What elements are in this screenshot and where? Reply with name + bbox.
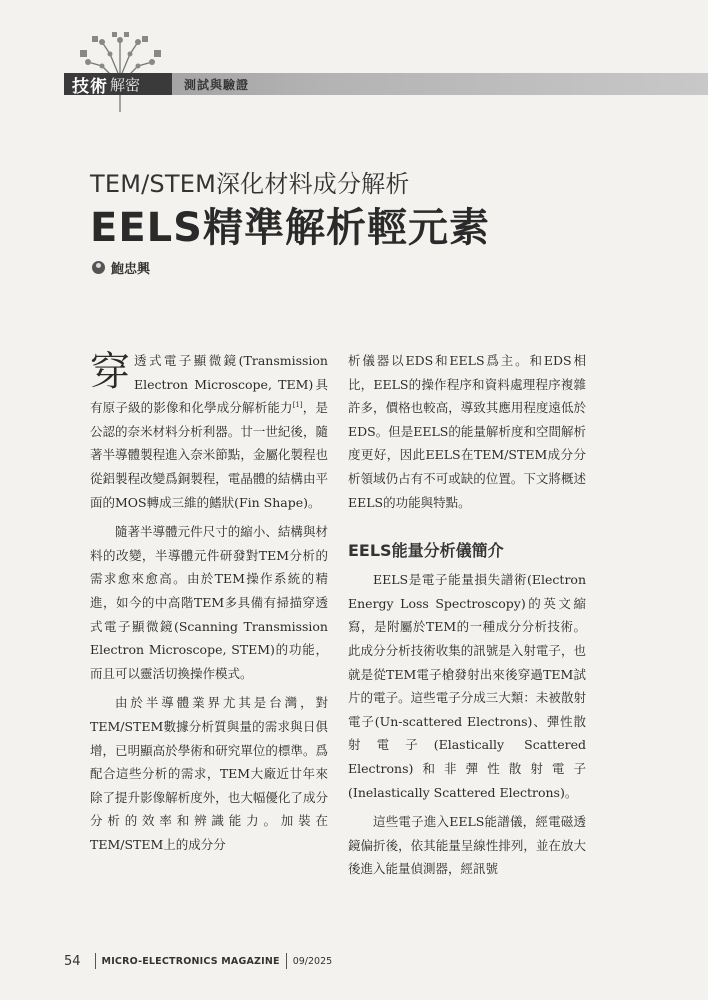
author-line: [92, 258, 150, 277]
left-column: [90, 349, 328, 856]
magazine-name: MICRO-ELECTRONICS MAGAZINE: [101, 955, 280, 967]
section-tag-light: 解密: [110, 75, 141, 94]
paragraph: 這些電子進入EELS能譜儀，經電磁透鏡偏折後，依其能量呈線性排列，並在放大後進入能量偵測器，經訊號: [348, 814, 586, 877]
author-pen-icon: [92, 261, 105, 274]
footer-divider: [95, 953, 96, 969]
right-column: [348, 349, 586, 881]
paragraph: [90, 349, 328, 514]
article-title: EELS精準解析輕元素: [90, 205, 490, 251]
footer-divider: [286, 953, 287, 969]
section-tag: [64, 73, 172, 95]
page-footer: [64, 952, 332, 970]
paragraph: 由於半導體業界尤其是台灣，對TEM/STEM數據分析質與量的需求與日俱增，已明顯高於學術和研究單位的標準。爲配合這些分析的需求，TEM大廠近廿年來除了提升影像解析度外，也大幅優化了成分分析的效率和辨識能力。加裝在TEM/STEM上的成分分: [90, 695, 328, 852]
paragraph: 析儀器以EDS和EELS爲主。和EDS相比，EELS的操作程序和資料處理程序複雜許多，價格也較高，導致其應用程度遠低於EDS。但是EELS的能量解析度和空間解析度更好，因此EELS在TEM/STEM成分分析領域仍占有不可或缺的位置。下文將概述EELS的功能與特點。: [348, 353, 586, 510]
section-category: 測試與驗證: [184, 78, 250, 92]
section-tag-strong: 技術: [72, 76, 108, 97]
paragraph-text: ，是公認的奈米材料分析利器。廿一世紀後，隨著半導體製程進入奈米節點，金屬化製程也從鋁製程改變爲銅製程，電晶體的結構由平面的MOS轉成三維的鰭狀(Fin Shape)。: [90, 400, 328, 510]
section-heading: EELS能量分析儀簡介: [348, 541, 504, 561]
author-name: 鮑忠興: [111, 262, 151, 277]
paragraph: 隨著半導體元件尺寸的縮小、結構與材料的改變，半導體元件研發對TEM分析的需求愈來愈高。由於TEM操作系統的精進，如今的中高階TEM多具備有掃描穿透式電子顯微鏡(Scanning Transmission Electron Microscope, STEM)的功能，而且可以靈活切換操作模式。: [90, 524, 328, 681]
paragraph: EELS是電子能量損失譜術(Electron Energy Loss Spectroscopy)的英文縮寫，是附屬於TEM的一種成分分析技術。此成分分析技術收集的訊號是入射電子，也就是從TEM電子槍發射出來後穿過TEM試片的電子。這些電子分成三大類：未被散射電子(Un-scattered Electrons)、彈性散射電子(Elastically Scattered Electrons)和非彈性散射電子(Inelastically Scattered Electrons)。: [348, 572, 586, 800]
paragraph-text: 透式電子顯微鏡(Transmission Electron Microscope, TEM)具有原子級的影像和化學成分解析能力: [90, 353, 328, 416]
article-subtitle: TEM/STEM深化材料成分解析: [90, 170, 410, 198]
page-number: 54: [64, 953, 81, 969]
reference-mark: [1]: [292, 401, 303, 410]
issue-date: 09/2025: [292, 955, 333, 967]
drop-cap: 穿: [90, 349, 130, 395]
